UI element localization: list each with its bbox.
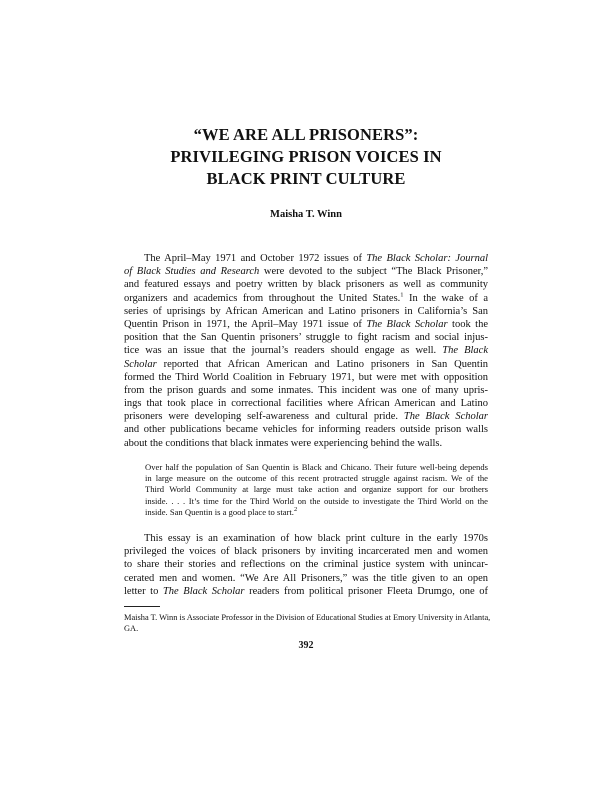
- text-line: Quentin Prison in 1971, the April–May 1971 issue of The Black Scholar took the: [124, 318, 488, 330]
- author-footnote: [124, 612, 491, 634]
- text-line: This essay is an examination of how black print culture in the early 1970s: [144, 533, 488, 544]
- quote-line: Third World Community at large must take action and organize support for our brothers: [145, 484, 488, 495]
- text-line: prisoners were developing self-awareness and cultural pride. The Black Scholar: [124, 411, 488, 423]
- text-line: organizers and academics from throughout the United States.$^1$ In the wake of a: [124, 291, 488, 304]
- text-line: from the prison guards and some inmates. This incident was one of many upris-: [124, 384, 488, 396]
- text-line: formed the Third World Coalition in February 1971, but were met with opposition: [124, 371, 488, 383]
- text-line: tice was an issue that the journal’s readers should engage as well. The Black: [124, 345, 488, 357]
- footnote-line: GA.: [124, 624, 139, 633]
- title-line: “WE ARE ALL PRISONERS”:: [193, 125, 419, 144]
- text-line: privileged the voices of black prisoners by inviting incarcerated men and women: [124, 546, 488, 558]
- footnote-rule: [124, 606, 160, 607]
- page-number: 392: [298, 640, 314, 651]
- footnote-ref: 2: [293, 505, 298, 513]
- footnote-line: Maisha T. Winn is Associate Professor in the Division of Educational Studies at Emory University in Atlanta,: [124, 613, 491, 622]
- quote-line: Over half the population of San Quentin is Black and Chicano. Their future well-being depends: [145, 462, 488, 472]
- text-line: ings that took place in correctional facilities where African American and Latino: [124, 398, 488, 410]
- text-line: of Black Studies and Research were devoted to the subject “The Black Prisoner,”: [124, 266, 488, 278]
- quote-line: in large measure on the outcome of this recent protracted struggle against racism. We of the: [145, 473, 488, 484]
- quote-line: inside. San Quentin is a good place to start.$^2$: [145, 505, 298, 517]
- text-line: and other publications became vehicles for informing readers outside prison walls: [124, 424, 488, 436]
- quote-line: inside. . . . It’s time for the Third World on the outside to investigate the Third World on the: [145, 495, 488, 506]
- title-line: BLACK PRINT CULTURE: [206, 169, 406, 188]
- text-line: about the conditions that black inmates were experiencing behind the walls.: [124, 437, 443, 449]
- paragraph-intro: [124, 252, 488, 450]
- text-line: letter to The Black Scholar readers from political prisoner Fleeta Drumgo, one of: [124, 585, 488, 597]
- text-line: position that the San Quentin prisoners’ struggle to fight racism and social injus-: [124, 332, 488, 344]
- footnote-ref: 1: [400, 291, 404, 299]
- text-line: to share their stories and reflections on the criminal justice system with unincar-: [124, 559, 488, 571]
- text-line: series of uprisings by African American and Latino prisoners in California’s San: [124, 305, 488, 317]
- text-line: and featured essays and poetry written by black prisoners as well as community: [124, 279, 488, 291]
- title-line: PRIVILEGING PRISON VOICES IN: [170, 147, 442, 166]
- block-quote: [145, 462, 488, 518]
- author-name: Maisha T. Winn: [270, 209, 342, 220]
- article-title: [0, 124, 612, 190]
- text-line: Scholar reported that African American and Latino prisoners in San Quentin: [124, 358, 488, 370]
- paragraph-essay: [124, 532, 488, 598]
- text-line: The April–May 1971 and October 1972 issues of The Black Scholar: Journal: [144, 253, 488, 264]
- text-line: cerated men and women. “We Are All Prisoners,” was the title given to an open: [124, 572, 488, 584]
